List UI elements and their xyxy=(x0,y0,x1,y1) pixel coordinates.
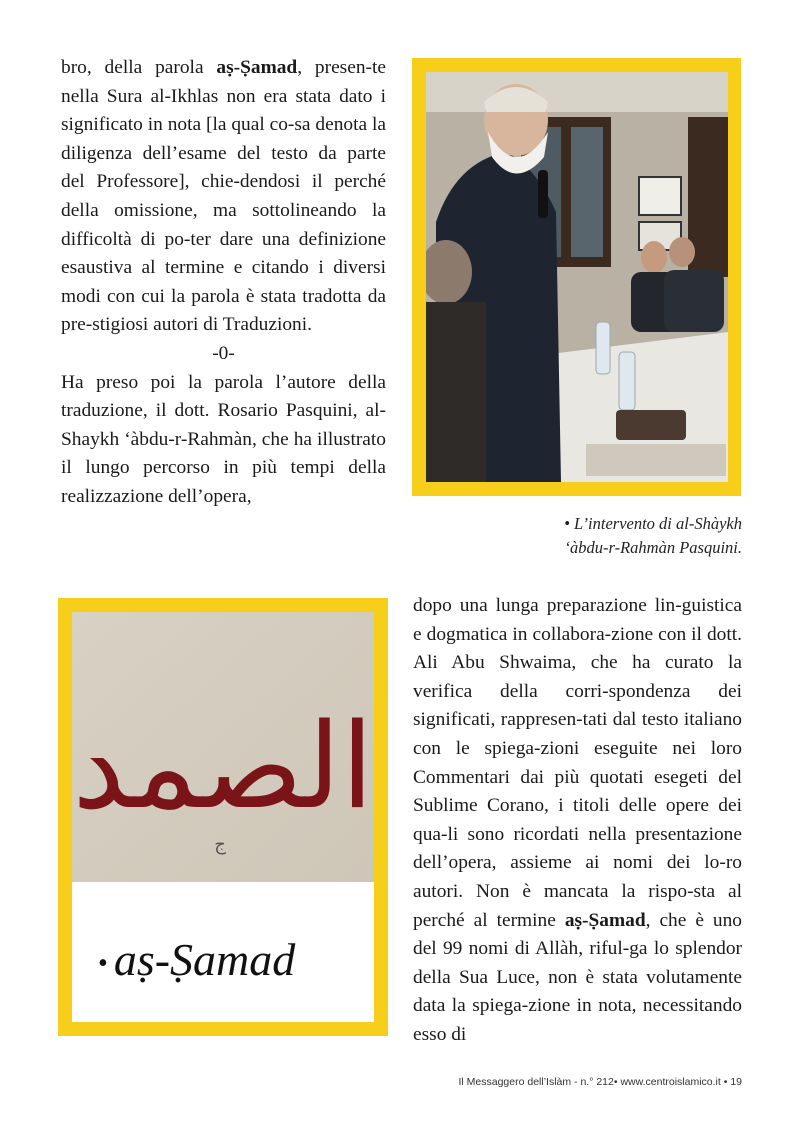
calligraphy-frame xyxy=(58,598,388,1036)
text-run: , presen-te nella Sura al-Ikhlas non era stata dato i significato in nota [la qual co-sa denota la diligenza dell’esame del testo da parte del Professore], chie-dendosi il perché della omissione, ma sottolineando la difficoltà di po-ter dare una definizione esaustiva al termine e citando i diversi modi con cui la parola è stata tradotta da pre-stigiosi autori di Traduzioni. xyxy=(61,57,386,336)
article-column-1 xyxy=(61,54,386,512)
calligraphy-label xyxy=(98,934,295,990)
arabic-word: الصمد xyxy=(72,697,374,835)
speaker-photo xyxy=(426,72,728,482)
section-separator: -0- xyxy=(212,342,235,364)
page-footer: Il Messaggero dell’Islàm - n.° 212• www.centroislamico.it • 19 xyxy=(458,1076,742,1088)
paragraph-2: Ha preso poi la parola l’autore della traduzione, il dott. Rosario Pasquini, al-Shaykh ‘àbdu-r-Rahmàn, che ha illustrato il lungo percorso in più tempi della realizzazione dell’opera, xyxy=(61,371,386,507)
bullet: • xyxy=(98,948,108,980)
photo-caption xyxy=(422,512,742,560)
paragraph-3 xyxy=(413,592,742,1050)
svg-text:ج: ج xyxy=(214,834,226,855)
caption-line-2: ‘àbdu-r-Rahmàn Pasquini. xyxy=(564,538,742,557)
photo-frame xyxy=(412,58,741,496)
text-run: , che è uno del 99 nomi di Allàh, riful-ga lo splendor della Sua Luce, non è stata volutamente data la spiega-zione in nota, necessitando esso di xyxy=(413,909,742,1045)
label-text: aṣ-Ṣamad xyxy=(113,934,296,985)
paragraph-1 xyxy=(61,54,386,340)
caption-line-1: • L’intervento di al-Shàykh xyxy=(564,514,742,533)
term-bold: aṣ-Ṣamad xyxy=(564,909,646,931)
article-column-2 xyxy=(413,592,742,1050)
speaker-photo-illustration xyxy=(426,72,728,482)
calligraphy-card xyxy=(72,612,374,1022)
calligraphy-artwork xyxy=(72,612,374,882)
text-run: dopo una lunga preparazione lin-guistica e dogmatica in collabora-zione con il dott. Ali Abu Shwaima, che ha curato la verifica della corri-spondenza dei significati, rappresen-tati dal testo italiano con le spiega-zioni eseguite nei loro Commentari dai più quotati esegeti del Sublime Corano, i titoli delle opere dei qua-li sono ricordati nella presentazione dell’opera, assieme ai nomi dei lo-ro autori. Non è mancata la rispo-sta al perché al termine xyxy=(413,595,742,931)
text-run: bro, della parola xyxy=(61,57,217,78)
term-bold: aṣ-Ṣamad xyxy=(216,57,298,78)
